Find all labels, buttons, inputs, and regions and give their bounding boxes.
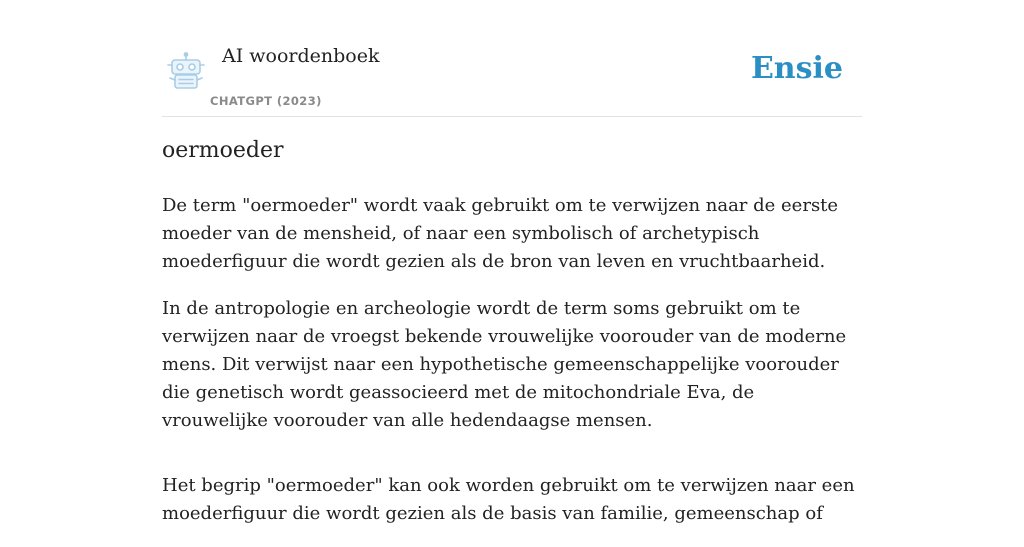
- page: [162, 0, 862, 524]
- dictionary-name[interactable]: AI woordenboek: [222, 45, 380, 67]
- dictionary-source: CHATGPT (2023): [210, 94, 322, 108]
- definition: [162, 192, 862, 547]
- robot-icon: [166, 52, 206, 90]
- definition-paragraph: Het begrip "oermoeder" kan ook worden gebruikt om te verwijzen naar een moederfiguur die wordt gezien als de basis van familie, gemeenschap of: [162, 475, 855, 524]
- definition-paragraph: De term "oermoeder" wordt vaak gebruikt om te verwijzen naar de eerste moeder van de mensheid, of naar een symbolisch of archetypisch moederfiguur die wordt gezien als de bron van leven en vruchtbaarheid.: [162, 195, 839, 272]
- header: [162, 0, 862, 117]
- brand-logo[interactable]: Ensie: [750, 51, 843, 86]
- headword: oermoeder: [162, 138, 284, 163]
- definition-paragraph: In de antropologie en archeologie wordt de term soms gebruikt om te verwijzen naar de vroegst bekende vrouwelijke voorouder van de moderne mens. Dit verwijst naar een hypothetische gemeenschappelijke voorouder die genetisch wordt geassocieerd met de mitochondriale Eva, de vrouwelijke voorouder van alle hedendaagse mensen.: [162, 298, 847, 431]
